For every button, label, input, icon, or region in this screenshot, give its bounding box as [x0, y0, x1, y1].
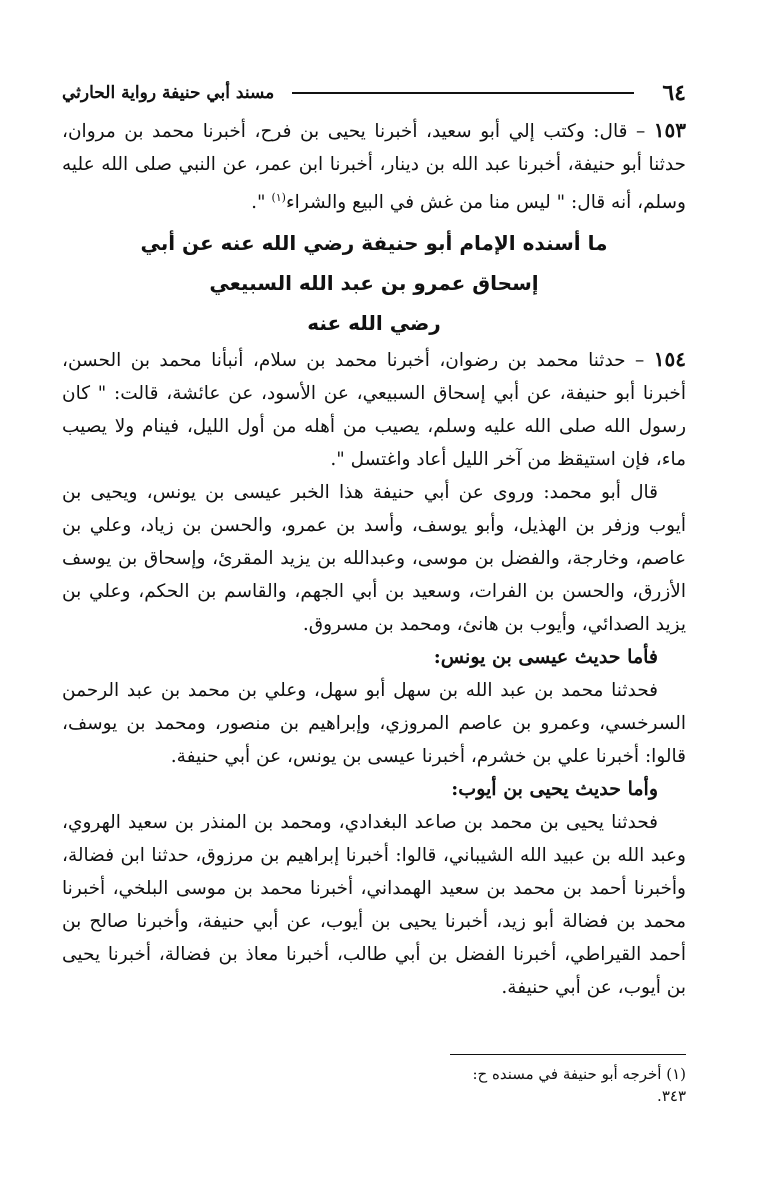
footnote-1: (١) أخرجه أبو حنيفة في مسنده ح: ٣٤٣. — [472, 1065, 686, 1105]
hadith-154-number: ١٥٤ — [653, 347, 686, 372]
running-title: مسند أبي حنيفة رواية الحارثي — [62, 83, 275, 103]
hadith-153-text: – قال: وكتب إلي أبو سعيد، أخبرنا يحيى بن فرح، أخبرنا محمد بن مروان، حدثنا أبو حنيفة، أخبرنا عبد الله بن دينار، أخبرنا ابن عمر، عن النبي صلى الله عليه وسلم، أنه قال: " ليس منا من غش في البيع والشراء — [62, 121, 686, 214]
section-title-line-3: رضي الله عنه — [307, 311, 441, 336]
footnote-rule — [450, 1054, 686, 1055]
document-page — [62, 78, 686, 1004]
running-head — [62, 78, 686, 108]
section-title-line-2: إسحاق عمرو بن عبد الله السبيعي — [209, 271, 539, 296]
header-rule — [292, 92, 634, 94]
hadith-154 — [62, 343, 686, 476]
page-number: ٦٤ — [662, 80, 686, 106]
section-title-line-1: ما أسنده الإمام أبو حنيفة رضي الله عنه عن أبي — [140, 231, 608, 256]
paragraph-isa-ibn-yunus: فحدثنا محمد بن عبد الله بن سهل أبو سهل، وعلي بن محمد بن عبد الرحمن السرخسي، وعمرو بن عاصم المروزي، وإبراهيم بن منصور، ومحمد بن يوسف، قالوا: أخبرنا علي بن خشرم، أخبرنا عيسى بن يونس، عن أبي حنيفة. — [62, 680, 686, 768]
footnote-reference[interactable]: (١) — [271, 191, 286, 204]
paragraph-abu-muhammad: قال أبو محمد: وروى عن أبي حنيفة هذا الخبر عيسى بن يونس، ويحيى بن أيوب وزفر بن الهذيل، وأبو يوسف، وأسد بن عمرو، والحسن بن زياد، وعلي بن عاصم، وخارجة، والفضل بن موسى، وعبدالله بن يزيد المقرئ، وإسحاق بن يوسف الأزرق، والحسن بن الفرات، وسعيد بن أبي الجهم، والقاسم بن الحكم، وعلي بن يزيد الصدائي، وأيوب بن هانئ، ومحمد بن مسروق. — [62, 482, 686, 636]
heading-isa-ibn-yunus: فأما حديث عيسى بن يونس: — [433, 646, 658, 669]
hadith-154-text: – حدثنا محمد بن رضوان، أخبرنا محمد بن سلام، أنبأنا محمد بن الحسن، أخبرنا أبو حنيفة، عن أبي إسحاق السبيعي، عن الأسود، عن عائشة، قالت: " كان رسول الله صلى الله عليه وسلم، يصيب من أهله من أول الليل، فينام ولا يصيب ماء، فإن استيقظ من آخر الليل أعاد واغتسل ". — [62, 350, 686, 471]
hadith-153-number: ١٥٣ — [653, 118, 686, 142]
hadith-153-text-end: ". — [251, 192, 272, 214]
paragraph-yahya-ibn-ayyub: فحدثنا يحيى بن محمد بن صاعد البغدادي، ومحمد بن المنذر بن سعيد الهروي، وعبد الله بن عبيد الله الشيباني، قالوا: أخبرنا إبراهيم بن مرزوق، حدثنا ابن فضالة، وأخبرنا أحمد بن محمد بن سعيد الهمداني، أخبرنا محمد بن موسى البلخي، أخبرنا محمد بن فضالة أبو زيد، أخبرنا يحيى بن أيوب، عن أبي حنيفة، وأخبرنا صالح بن أحمد القيراطي، أخبرنا الفضل بن أبي طالب، أخبرنا معاذ بن فضالة، أخبرنا يحيى بن أيوب، عن أبي حنيفة. — [62, 812, 686, 999]
footnote-area — [446, 1054, 686, 1107]
heading-yahya-ibn-ayyub: وأما حديث يحيى بن أيوب: — [451, 778, 658, 801]
hadith-153 — [62, 114, 686, 219]
